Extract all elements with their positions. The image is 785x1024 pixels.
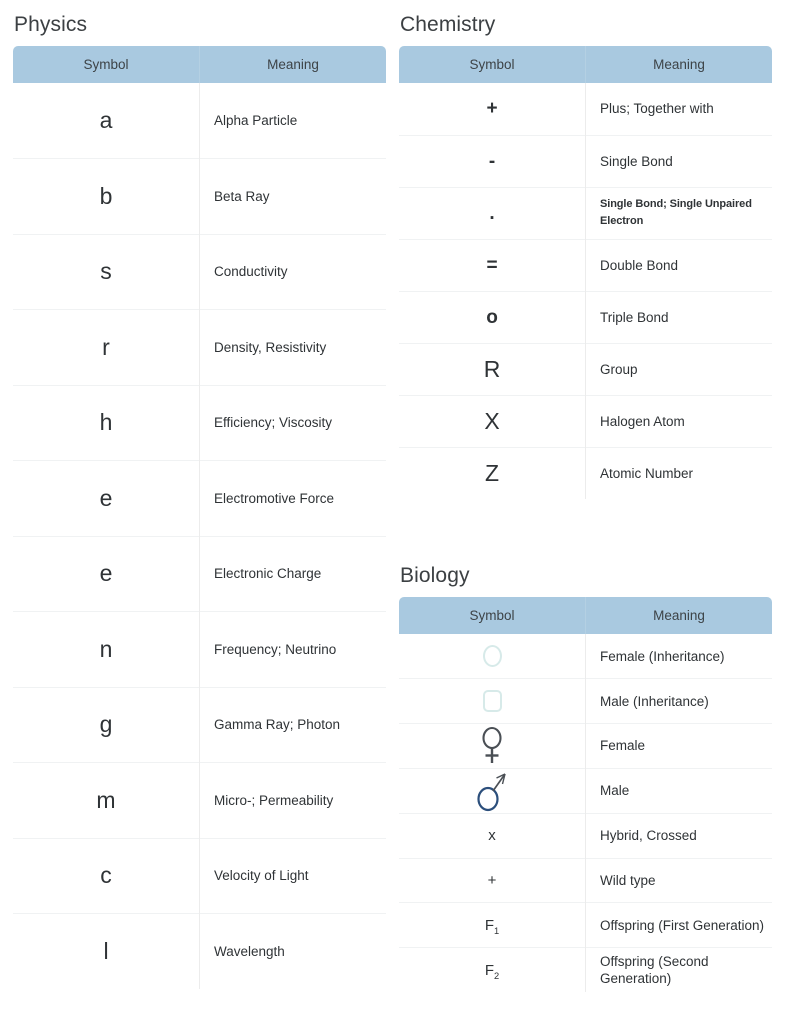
table-row xyxy=(13,310,387,386)
meaning-cell: Offspring (First Generation) xyxy=(586,903,773,948)
meaning-cell: Efficiency; Viscosity xyxy=(200,385,387,461)
meaning-cell: Conductivity xyxy=(200,234,387,310)
meaning-cell: Female (Inheritance) xyxy=(600,648,725,664)
meaning-cell: Female xyxy=(586,724,773,769)
meaning-cell: Micro-; Permeability xyxy=(200,763,387,839)
table-row xyxy=(399,768,773,813)
biology-table-body xyxy=(399,634,773,993)
meaning-cell: Male xyxy=(586,768,773,813)
table-row xyxy=(13,385,387,461)
table-row xyxy=(399,83,773,135)
chemistry-panel xyxy=(398,12,773,500)
meaning-cell: Density, Resistivity xyxy=(200,310,387,386)
symbol-cell: e xyxy=(13,461,200,537)
symbol-cell xyxy=(399,903,586,948)
symbol-cell: a xyxy=(13,83,200,159)
symbol-cell: l xyxy=(13,914,200,990)
meaning-cell: Frequency; Neutrino xyxy=(200,612,387,688)
table-row xyxy=(13,461,387,537)
symbol-cell xyxy=(399,768,586,813)
biology-title: Biology xyxy=(400,564,470,587)
table-row xyxy=(13,234,387,310)
table-row xyxy=(13,83,387,159)
symbol-cell: Z xyxy=(399,447,586,499)
physics-table-body xyxy=(13,83,387,989)
table-row xyxy=(399,813,773,858)
table-row xyxy=(13,159,387,235)
symbol-cell: = xyxy=(399,239,586,291)
table-row xyxy=(13,687,387,763)
meaning-cell: Male (Inheritance) xyxy=(586,679,773,724)
symbol-cell: x xyxy=(399,813,586,858)
meaning-cell: Halogen Atom xyxy=(586,395,773,447)
meaning-cell: Single Bond xyxy=(586,135,773,187)
table-row xyxy=(13,838,387,914)
chemistry-table xyxy=(398,45,773,500)
table-row xyxy=(399,948,773,993)
column-header-meaning: Meaning xyxy=(200,46,387,84)
meaning-cell: Hybrid, Crossed xyxy=(586,813,773,858)
symbol-cell: b xyxy=(13,159,200,235)
symbol-cell xyxy=(399,948,586,993)
meaning-cell: Single Bond; Single Unpaired Electron xyxy=(586,187,773,239)
column-header-symbol: Symbol xyxy=(399,597,586,635)
physics-table xyxy=(12,45,387,990)
symbol-cell: n xyxy=(13,612,200,688)
table-row xyxy=(13,536,387,612)
meaning-cell: Electromotive Force xyxy=(200,461,387,537)
table-row xyxy=(399,679,773,724)
biology-table-header xyxy=(399,597,773,635)
column-header-meaning: Meaning xyxy=(586,597,773,635)
table-row xyxy=(399,343,773,395)
chemistry-table-header xyxy=(399,46,773,84)
header-row xyxy=(13,46,387,84)
chemistry-table-body xyxy=(399,83,773,499)
table-row xyxy=(13,763,387,839)
physics-title: Physics xyxy=(14,13,88,36)
table-row xyxy=(399,239,773,291)
chemistry-title: Chemistry xyxy=(400,13,496,36)
symbol-cell: g xyxy=(13,687,200,763)
mars-icon xyxy=(399,769,585,813)
f2-subscript: 2 xyxy=(494,970,500,981)
symbol-cell: h xyxy=(13,385,200,461)
symbol-cell xyxy=(399,724,586,769)
symbol-cell xyxy=(399,634,586,679)
symbol-cell: R xyxy=(399,343,586,395)
meaning-cell: Offspring (Second Generation) xyxy=(586,948,773,993)
table-row xyxy=(399,135,773,187)
table-row xyxy=(399,634,773,679)
meaning-cell: Group xyxy=(586,343,773,395)
meaning-cell: Alpha Particle xyxy=(214,113,298,128)
table-row xyxy=(399,395,773,447)
symbol-cell: c xyxy=(13,838,200,914)
table-row xyxy=(399,724,773,769)
biology-table xyxy=(398,596,773,993)
header-row xyxy=(399,597,773,635)
rounded-square-outline-icon xyxy=(399,679,585,723)
physics-panel xyxy=(12,12,387,990)
table-row xyxy=(399,187,773,239)
meaning-cell: Triple Bond xyxy=(586,291,773,343)
meaning-cell: Gamma Ray; Photon xyxy=(200,687,387,763)
biology-panel xyxy=(398,563,773,993)
meaning-cell: Wild type xyxy=(586,858,773,903)
symbol-cell: + xyxy=(399,858,586,903)
venus-icon xyxy=(399,724,585,768)
column-header-meaning: Meaning xyxy=(586,46,773,84)
meaning-cell: Wavelength xyxy=(200,914,387,990)
symbol-cell: e xyxy=(13,536,200,612)
table-row xyxy=(13,612,387,688)
symbol-cell: + xyxy=(399,83,586,135)
f2-symbol: $F_2$ xyxy=(484,961,500,981)
symbol-cell: s xyxy=(13,234,200,310)
meaning-cell: Plus; Together with xyxy=(600,101,714,117)
symbol-cell xyxy=(399,679,586,724)
symbol-cell: m xyxy=(13,763,200,839)
meaning-cell: Double Bond xyxy=(586,239,773,291)
meaning-cell: Atomic Number xyxy=(586,447,773,499)
meaning-cell: Velocity of Light xyxy=(200,838,387,914)
table-row xyxy=(399,291,773,343)
meaning-cell: Beta Ray xyxy=(200,159,387,235)
table-row xyxy=(399,447,773,499)
physics-table-header xyxy=(13,46,387,84)
f1-subscript: 1 xyxy=(494,925,500,936)
table-row xyxy=(399,858,773,903)
f1-symbol: $F_1$ xyxy=(484,916,500,936)
circle-outline-icon xyxy=(399,634,585,678)
symbol-cell: r xyxy=(13,310,200,386)
meaning-cell: Electronic Charge xyxy=(200,536,387,612)
table-row xyxy=(399,903,773,948)
symbol-cell: - xyxy=(399,135,586,187)
column-header-symbol: Symbol xyxy=(13,46,200,84)
symbol-cell: o xyxy=(399,291,586,343)
symbol-cell: X xyxy=(399,395,586,447)
symbol-cell: . xyxy=(399,187,586,239)
header-row xyxy=(399,46,773,84)
table-row xyxy=(13,914,387,990)
column-header-symbol: Symbol xyxy=(399,46,586,84)
